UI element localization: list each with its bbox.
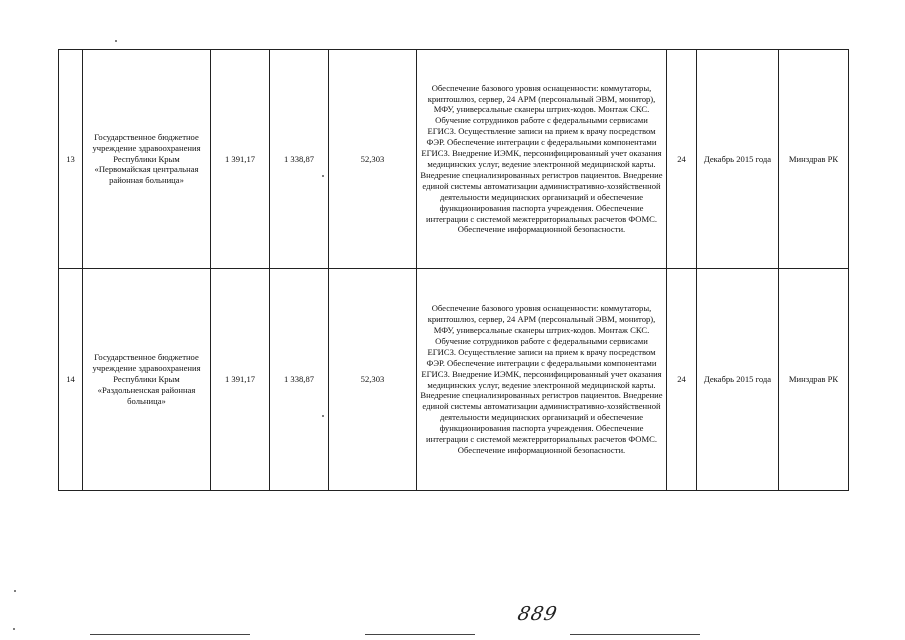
row-number: 13: [59, 50, 83, 269]
scan-artifact-line: [90, 634, 250, 635]
scan-speck: [322, 415, 324, 417]
scan-speck: [13, 628, 15, 630]
responsible-body: Минздрав РК: [779, 50, 849, 269]
amount-regional: 52,303: [329, 50, 417, 269]
scan-speck: [14, 590, 16, 592]
amount-regional: 52,303: [329, 269, 417, 491]
amount-federal: 1 338,87: [270, 50, 329, 269]
table-row: [59, 50, 849, 269]
institution-name: Государственное бюджетное учреждение здравоохранения Республики Крым «Раздольненская районная больница»: [83, 269, 211, 491]
table-row: [59, 269, 849, 491]
scan-artifact-line: [365, 634, 475, 635]
scan-speck: [322, 175, 324, 177]
row-number: 14: [59, 269, 83, 491]
funding-table: [58, 49, 849, 491]
institution-name: Государственное бюджетное учреждение здравоохранения Республики Крым «Первомайская центральная районная больница»: [83, 50, 211, 269]
deadline: Декабрь 2015 года: [697, 269, 779, 491]
amount-total: 1 391,17: [211, 269, 270, 491]
responsible-body: Минздрав РК: [779, 269, 849, 491]
workstation-count: 24: [667, 50, 697, 269]
workstation-count: 24: [667, 269, 697, 491]
scan-speck: [115, 40, 117, 42]
deadline: Декабрь 2015 года: [697, 50, 779, 269]
work-description: Обеспечение базового уровня оснащенности: коммутаторы, криптошлюз, сервер, 24 АРМ (персональный ЭВМ, монитор), МФУ, универсальные сканеры штрих-кодов. Монтаж СКС. Обучение сотрудников работе с федеральными сервисами ЕГИСЗ. Осуществление записи на прием к врачу посредством ФЭР. Обеспечение интеграции с федеральными компонентами ЕГИСЗ. Внедрение ИЭМК, персонифицированный учет оказания медицинских услуг, ведение электронной медицинской карты. Внедрение специализированных регистров пациентов. Внедрение единой системы автоматизации административно-хозяйственной деятельности медицинских организаций и обеспечение функционирования паспорта учреждения. Обеспечение интеграции с системой межтерриториальных расчетов ФОМС. Обеспечение информационной безопасности.: [417, 50, 667, 269]
work-description: Обеспечение базового уровня оснащенности: коммутаторы, криптошлюз, сервер, 24 АРМ (персональный ЭВМ, монитор), МФУ, универсальные сканеры штрих-кодов. Монтаж СКС. Обучение сотрудников работе с федеральными сервисами ЕГИСЗ. Осуществление записи на прием к врачу посредством ФЭР. Обеспечение интеграции с федеральными компонентами ЕГИСЗ. Внедрение ИЭМК, персонифицированный учет оказания медицинских услуг, ведение электронной медицинской карты. Внедрение специализированных регистров пациентов. Внедрение единой системы автоматизации административно-хозяйственной деятельности медицинских организаций и обеспечение функционирования паспорта учреждения. Обеспечение интеграции с системой межтерриториальных расчетов ФОМС. Обеспечение информационной безопасности.: [417, 269, 667, 491]
amount-federal: 1 338,87: [270, 269, 329, 491]
amount-total: 1 391,17: [211, 50, 270, 269]
page-number: 889: [515, 603, 560, 625]
scan-artifact-line: [570, 634, 700, 635]
